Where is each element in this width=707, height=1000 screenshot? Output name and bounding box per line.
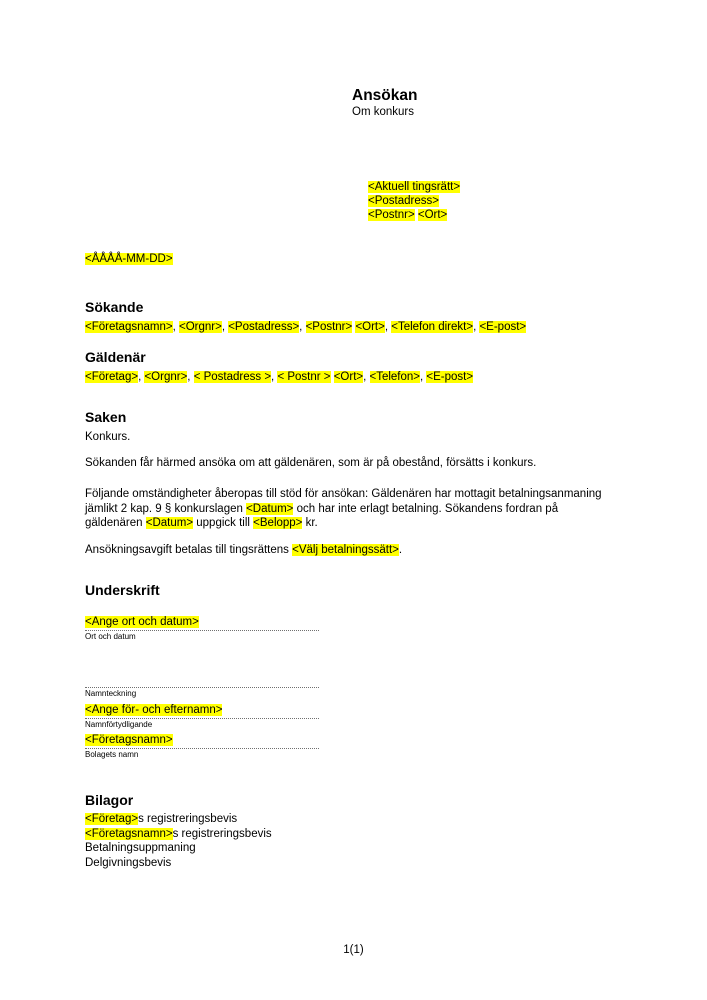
text-line [85,841,272,856]
text-run: gäldenären [85,517,146,529]
signature-signature-value [85,672,319,688]
placeholder-field[interactable]: <Företag> [85,813,139,825]
text-run: Sökanden får härmed ansöka om att gäldenären, som är på obestånd, försätts i konkurs. [85,457,537,469]
text-line [368,194,460,208]
text-line [85,856,272,871]
matter-heading: Saken [85,409,127,425]
debtor-heading: Gäldenär [85,349,146,365]
signature-company-name-caption: Bolagets namn [85,750,139,759]
text-run: Ansökningsavgift betalas till tingsrättens [85,544,293,556]
applicant-details [85,320,526,335]
text-line [85,734,173,746]
text-run: , [138,371,145,383]
text-run: . [398,544,403,556]
text-run: , [187,371,194,383]
document-title: Ansökan [352,87,418,104]
attachments-list [85,812,272,870]
placeholder-field[interactable]: <Ort> [333,371,364,383]
attachments-heading: Bilagor [85,792,134,808]
text-run: kr. [302,517,318,529]
date-field [85,252,173,267]
placeholder-field[interactable]: <Postadress> [368,195,439,207]
text-line [85,616,199,628]
placeholder-field[interactable]: <Belopp> [253,517,303,529]
text-run: , [473,321,480,333]
document-title-block [352,86,417,119]
signature-field-name-clarification [85,703,319,730]
text-line [368,180,460,194]
placeholder-field[interactable]: < Postnr > [277,371,331,383]
text-line [85,457,536,469]
placeholder-field[interactable]: <Företagsnamn> [85,827,173,840]
text-line [85,812,272,827]
text-run: Följande omständigheter åberopas till stöd för ansökan: Gäldenären har mottagit betalningsanmaning [85,488,602,500]
text-run: uppgick till [193,517,254,529]
text-line [85,516,602,531]
placeholder-field[interactable]: <Ange ort och datum> [85,616,199,628]
placeholder-field[interactable]: < Postadress > [193,371,272,383]
text-line [85,253,173,265]
placeholder-field[interactable]: <Telefon direkt> [391,321,474,333]
placeholder-field[interactable]: <Orgnr> [144,371,188,383]
placeholder-field[interactable]: <Ange för- och efternamn> [85,704,223,716]
text-line [85,502,602,517]
text-run: , [384,321,392,333]
signature-field-place-date [85,615,319,642]
placeholder-field[interactable]: <Telefon> [369,371,421,383]
signature-signature-caption: Namnteckning [85,689,137,698]
placeholder-field[interactable]: <E-post> [479,321,527,333]
matter-paragraph-2 [85,487,602,531]
text-run: och har inte erlagt betalning. Sökandens fordran på [293,502,559,515]
placeholder-field[interactable]: <Datum> [145,517,194,529]
text-run: , [172,321,179,333]
text-run: Betalningsuppmaning [85,842,196,855]
placeholder-field[interactable]: <Företagsnamn> [85,734,173,746]
text-run: jämlikt 2 kap. 9 § konkurslagen [85,502,247,515]
placeholder-field[interactable]: <Postnr> [368,209,415,221]
signature-name-clarification-value [85,703,319,719]
placeholder-field[interactable]: <ÅÅÅÅ-MM-DD> [85,253,173,265]
text-run: , [363,371,370,383]
text-line [85,544,402,556]
fee-paragraph [85,543,402,558]
placeholder-field[interactable]: <Ort> [355,321,385,333]
placeholder-field[interactable]: <Företag> [85,371,139,383]
text-run: s registreringsbevis [172,827,272,840]
signature-place-date-caption: Ort och datum [85,632,136,641]
signature-heading: Underskrift [85,582,160,598]
document-subtitle: Om konkurs [352,106,414,118]
text-line [85,827,272,842]
text-run: , [221,321,229,333]
placeholder-field[interactable]: <Välj betalningssätt> [292,544,399,556]
matter-type: Konkurs. [85,431,131,443]
signature-name-clarification-caption: Namnförtydligande [85,720,153,729]
text-line [85,487,602,502]
text-line [85,371,473,383]
signature-field-signature [85,672,319,699]
text-run: Delgivningsbevis [85,856,172,869]
recipient-address-block [368,180,460,222]
page-number: 1(1) [343,944,364,956]
matter-paragraph-1 [85,456,536,471]
placeholder-field[interactable]: <E-post> [426,371,474,383]
signature-field-company-name [85,733,319,760]
text-line [85,321,526,333]
text-run: , [271,371,278,383]
placeholder-field[interactable]: <Postnr> [305,321,353,333]
signature-place-date-value [85,615,319,631]
text-line [368,208,460,222]
signature-company-name-value [85,733,319,749]
text-line [85,704,222,716]
placeholder-field[interactable]: <Postadress> [228,321,300,333]
debtor-details [85,370,473,385]
text-run: , [299,321,306,333]
placeholder-field[interactable]: <Ort> [417,209,448,221]
placeholder-field[interactable]: <Aktuell tingsrätt> [368,181,461,193]
applicant-heading: Sökande [85,299,144,315]
text-run: s registreringsbevis [138,813,238,825]
placeholder-field[interactable]: <Orgnr> [178,321,222,333]
placeholder-field[interactable]: <Företagsnamn> [85,321,173,333]
text-run: , [420,371,427,383]
placeholder-field[interactable]: <Datum> [246,502,294,515]
